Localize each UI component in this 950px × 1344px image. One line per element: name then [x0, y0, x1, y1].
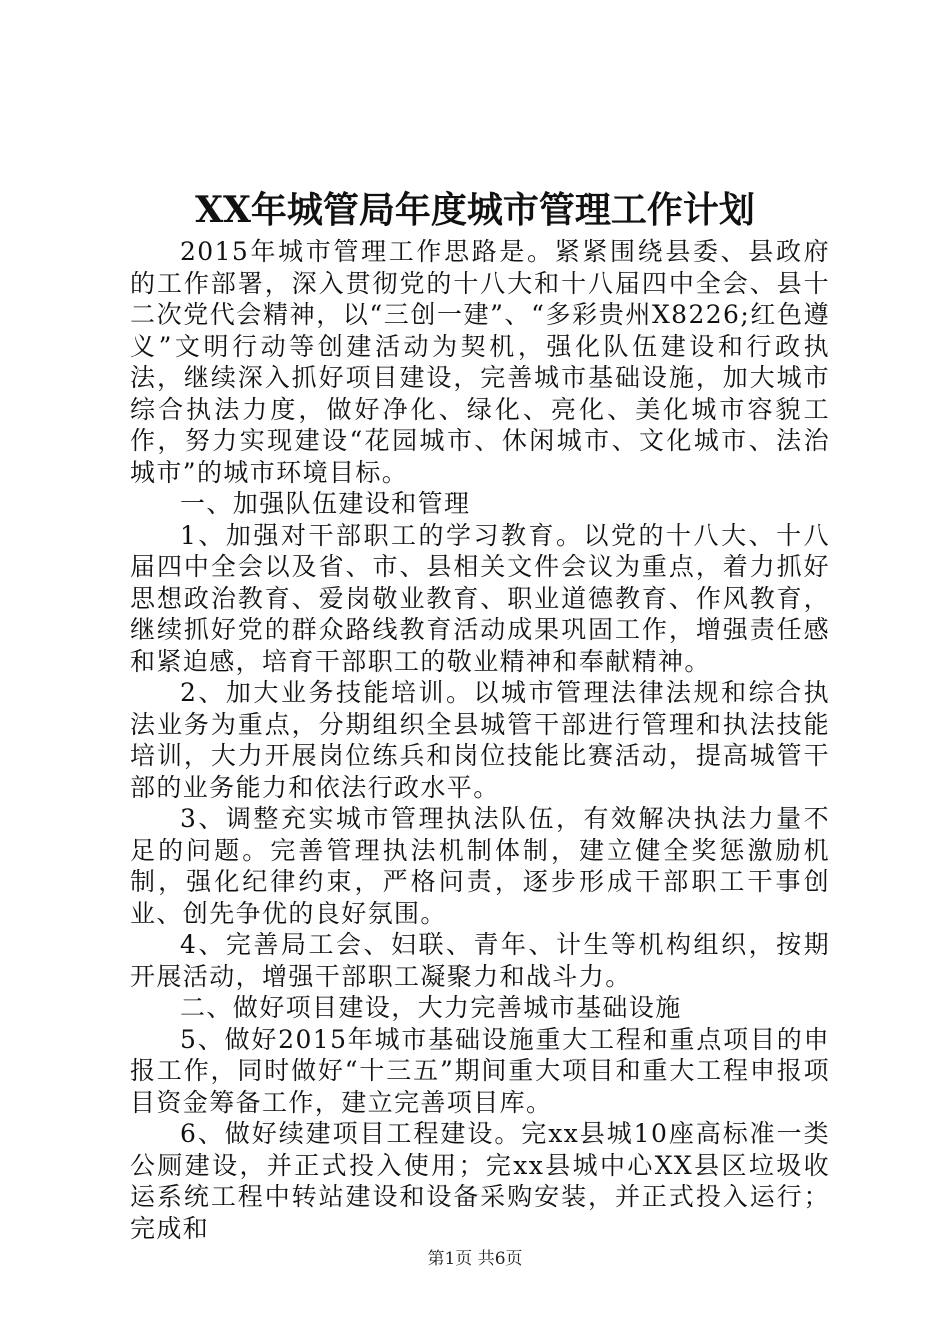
- document-body: [130, 236, 830, 1244]
- item-paragraph-1: 1、加强对干部职工的学习教育。以党的十八大、十八届四中全会以及省、市、县相关文件会议为重点，着力抓好思想政治教育、爱岗敬业教育、职业道德教育、作风教育，继续抓好党的群众路线教育活动成果巩固工作，增强责任感和紧迫感，培育干部职工的敬业精神和奉献精神。: [130, 520, 830, 676]
- item-paragraph-5: 5、做好2015年城市基础设施重大工程和重点项目的申报工作，同时做好“十三五”期间重大项目和重大工程申报项目资金筹备工作，建立完善项目库。: [130, 1024, 830, 1117]
- section-heading-2: 二、做好项目建设，大力完善城市基础设施: [180, 993, 682, 1022]
- item-paragraph-2: 2、加大业务技能培训。以城市管理法律法规和综合执法业务为重点，分期组织全县城管干部进行管理和执法技能培训，大力开展岗位练兵和岗位技能比赛活动，提高城管干部的业务能力和依法行政水平。: [130, 678, 830, 802]
- intro-paragraph: 2015年城市管理工作思路是。紧紧围绕县委、县政府的工作部署，深入贯彻党的十八大和十八届四中全会、县十二次党代会精神，以“三创一建”、“多彩贵州X8226;红色遵义”文明行动等创建活动为契机，强化队伍建设和行政执法，继续深入抓好项目建设，完善城市基础设施，加大城市综合执法力度，做好净化、绿化、亮化、美化城市容貌工作，努力实现建设“花园城市、休闲城市、文化城市、法治城市”的城市环境目标。: [130, 237, 830, 487]
- item-paragraph-4: 4、完善局工会、妇联、青年、计生等机构组织，按期开展活动，增强干部职工凝聚力和战斗力。: [130, 930, 830, 991]
- page-footer: 第1页 共6页: [427, 1249, 523, 1269]
- section-heading-1: 一、加强队伍建设和管理: [180, 489, 471, 518]
- item-paragraph-3: 3、调整充实城市管理执法队伍，有效解决执法力量不足的问题。完善管理执法机制体制，建立健全奖惩激励机制，强化纪律约束，严格问责，逐步形成干部职工干事创业、创先争优的良好氛围。: [130, 804, 830, 928]
- document-title: XX年城管局年度城市管理工作计划: [195, 189, 755, 231]
- item-paragraph-6: 6、做好续建项目工程建设。完xx县城10座高标准一类公厕建设，并正式投入使用；完xx县城中心XX县区垃圾收运系统工程中转站建设和设备采购安装，并正式投入运行；完成和: [130, 1119, 830, 1243]
